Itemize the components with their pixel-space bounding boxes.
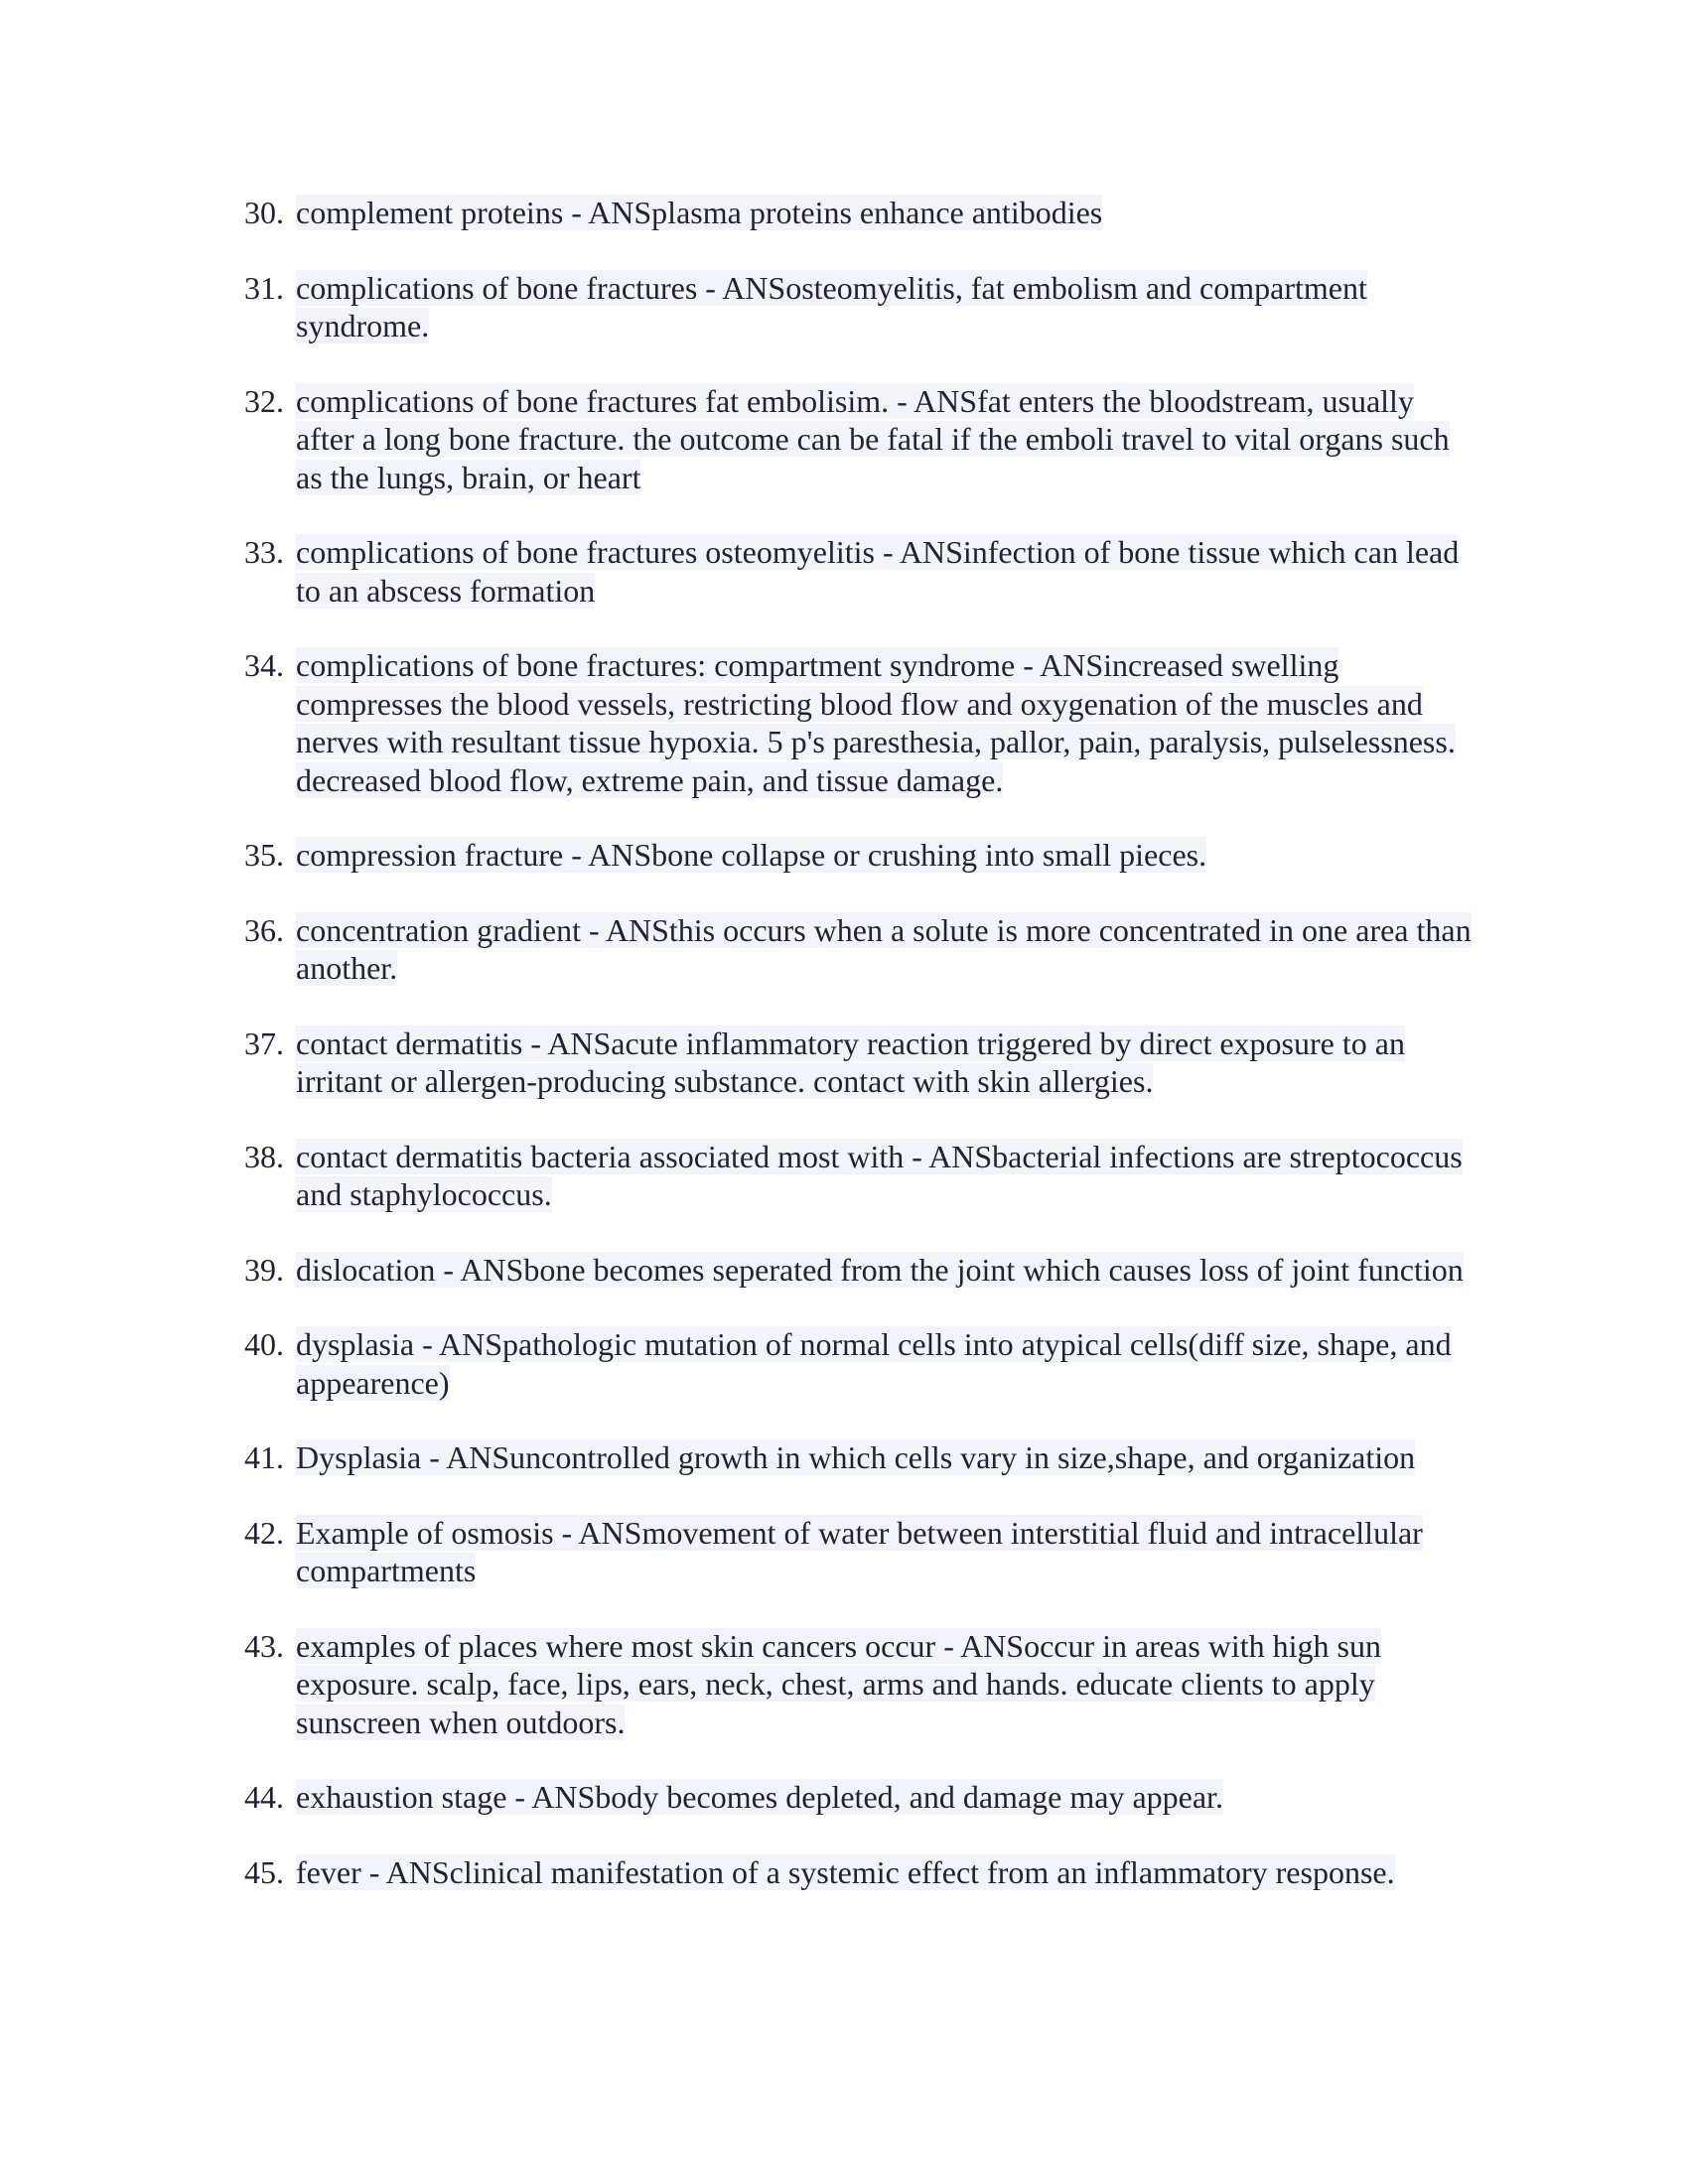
item-number: 41. (244, 1439, 284, 1475)
item-number: 30. (244, 195, 284, 230)
item-number: 37. (244, 1024, 284, 1061)
list-item (244, 1778, 1476, 1817)
list-item (244, 836, 1476, 875)
list-item (244, 1325, 1476, 1402)
list-item (244, 382, 1476, 497)
list-item (244, 1514, 1476, 1590)
item-text: concentration gradient - ANSthis occurs when a solute is more concentrated in one area than another. (296, 911, 1472, 986)
item-text: Example of osmosis - ANSmovement of water between interstitial fluid and intracellular compartments (296, 1514, 1423, 1588)
item-number: 45. (244, 1853, 284, 1890)
item-number: 42. (244, 1514, 284, 1551)
item-text: contact dermatitis bacteria associated most with - ANSbacterial infections are streptococcus and staphylococcus. (296, 1138, 1463, 1212)
item-text: examples of places where most skin cancers occur - ANSoccur in areas with high sun exposure. scalp, face, lips, ears, neck, chest, arms and hands. educate clients to apply sunscreen when outdoors. (296, 1627, 1381, 1740)
list-item (244, 1251, 1476, 1290)
item-number: 36. (244, 911, 284, 948)
item-text: complications of bone fractures fat embolisim. - ANSfat enters the bloodstream, usually after a long bone fracture. the outcome can be fatal if the emboli travel to vital organs such as the lungs, brain, or heart (296, 382, 1450, 495)
list-item (244, 1138, 1476, 1214)
list-item (244, 194, 1476, 232)
qa-list (244, 194, 1476, 1928)
item-text: exhaustion stage - ANSbody becomes depleted, and damage may appear. (296, 1779, 1223, 1815)
item-number: 44. (244, 1779, 284, 1815)
item-number: 32. (244, 382, 284, 419)
list-item (244, 1024, 1476, 1101)
item-number: 34. (244, 647, 284, 683)
item-text: contact dermatitis - ANSacute inflammatory reaction triggered by direct exposure to an irritant or allergen-producing substance. contact with skin allergies. (296, 1024, 1405, 1099)
item-number: 38. (244, 1138, 284, 1174)
list-item (244, 646, 1476, 799)
list-item (244, 911, 1476, 988)
item-text: complications of bone fractures - ANSosteomyelitis, fat embolism and compartment syndrome. (296, 269, 1367, 343)
item-text: complications of bone fractures: compartment syndrome - ANSincreased swelling compresses the blood vessels, restricting blood flow and oxygenation of the muscles and nerves with resultant tissue hypoxia. 5 p's paresthesia, pallor, pain, paralysis, pulselessness. decreased blood flow, extreme pain, and tissue damage. (296, 647, 1456, 798)
item-text: complications of bone fractures osteomyelitis - ANSinfection of bone tissue which can lead to an abscess formation (296, 534, 1460, 609)
item-number: 43. (244, 1627, 284, 1664)
item-text: compression fracture - ANSbone collapse or crushing into small pieces. (296, 837, 1207, 873)
item-text: Dysplasia - ANSuncontrolled growth in which cells vary in size,shape, and organization (296, 1439, 1416, 1475)
list-item (244, 533, 1476, 610)
item-number: 40. (244, 1326, 284, 1362)
item-text: fever - ANSclinical manifestation of a systemic effect from an inflammatory response. (296, 1853, 1395, 1890)
item-text: dysplasia - ANSpathologic mutation of normal cells into atypical cells(diff size, shape, and appearence) (296, 1326, 1452, 1401)
item-number: 33. (244, 534, 284, 570)
item-text: dislocation - ANSbone becomes seperated from the joint which causes loss of joint function (296, 1251, 1464, 1288)
list-item (244, 269, 1476, 345)
item-number: 31. (244, 269, 284, 306)
item-number: 39. (244, 1251, 284, 1288)
list-item (244, 1627, 1476, 1742)
item-text: complement proteins - ANSplasma proteins enhance antibodies (296, 195, 1103, 230)
list-item (244, 1438, 1476, 1477)
list-item (244, 1853, 1476, 1892)
item-number: 35. (244, 837, 284, 873)
